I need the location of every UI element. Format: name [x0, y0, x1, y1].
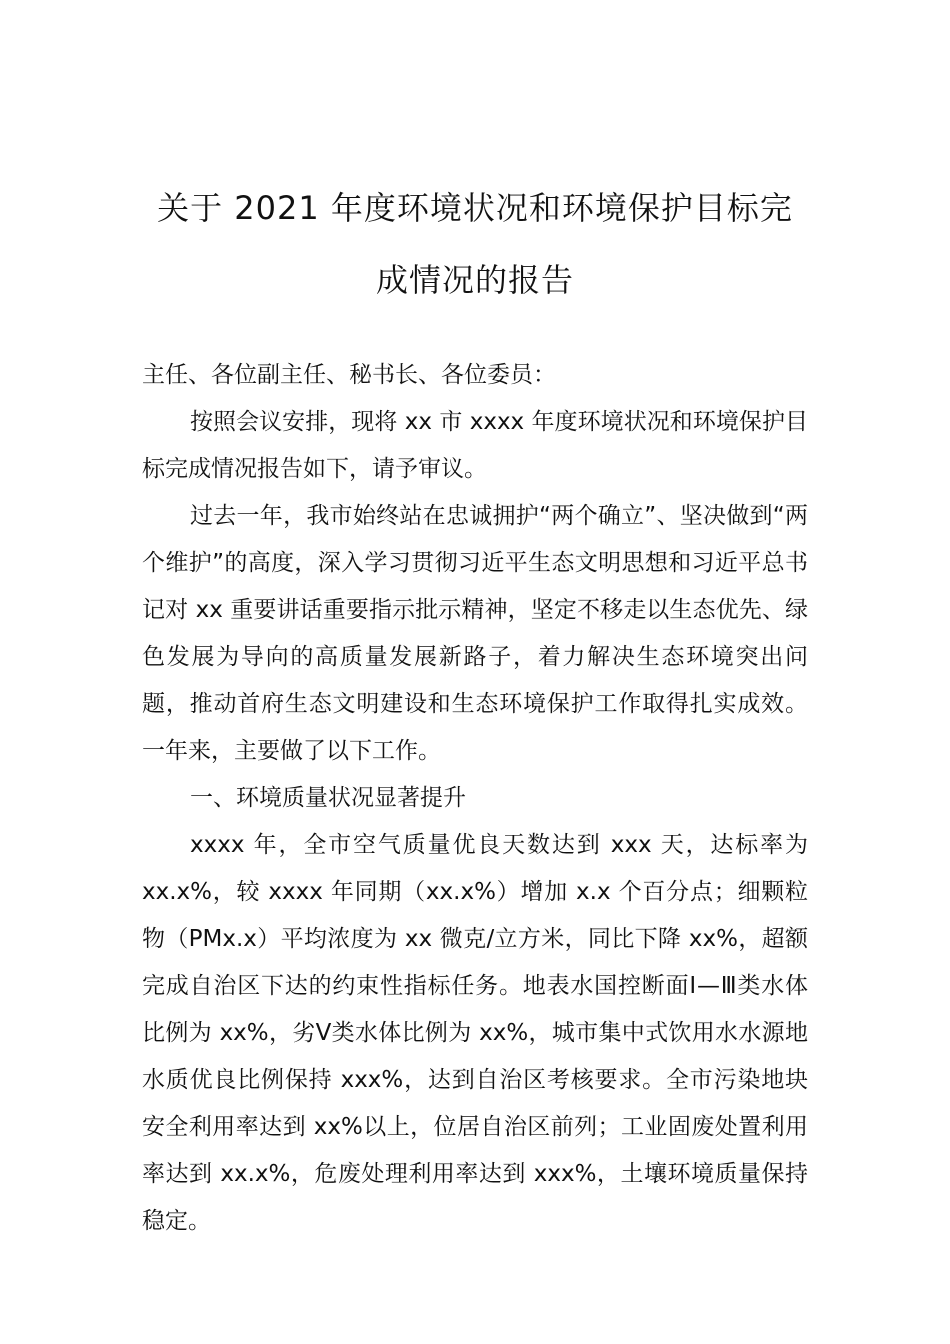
title-line-2: 成情况的报告 [375, 261, 574, 299]
paragraph-intro: 按照会议安排，现将 xx 市 xxxx 年度环境状况和环境保护目标完成情况报告如下，请予审议。 [142, 409, 808, 482]
document-title [120, 172, 830, 316]
paragraph-environment-quality: xxxx 年，全市空气质量优良天数达到 xxx 天，达标率为 xx.x%，较 xxxx 年同期（xx.x%）增加 x.x 个百分点；细颗粒物（PMx.x）平均浓度为 xx 微克/立方米，同比下降 xx%，超额完成自治区下达的约束性指标任务。地表水国控断面Ⅰ—Ⅲ类水体比例为 xx%，劣Ⅴ类水体比例为 xx%，城市集中式饮用水水源地水质优良比例保持 xxx%，达到自治区考核要求。全市污染地块安全利用率达到 xx%以上，位居自治区前列；工业固废处置利用率达到 xx.x%，危废处理利用率达到 xxx%，土壤环境质量保持稳定。 [142, 832, 808, 1234]
salutation: 主任、各位副主任、秘书长、各位委员： [142, 362, 556, 388]
document-body [142, 352, 808, 1245]
paragraph-overview: 过去一年，我市始终站在忠诚拥护“两个确立”、坚决做到“两个维护”的高度，深入学习贯彻习近平生态文明思想和习近平总书记对 xx 重要讲话重要指示批示精神，坚定不移走以生态优先、绿色发展为导向的高质量发展新路子，着力解决生态环境突出问题，推动首府生态文明建设和生态环境保护工作取得扎实成效。一年来，主要做了以下工作。 [142, 503, 808, 764]
section-heading: 一、环境质量状况显著提升 [190, 785, 466, 811]
title-line-1: 关于 2021 年度环境状况和环境保护目标完 [157, 189, 793, 227]
